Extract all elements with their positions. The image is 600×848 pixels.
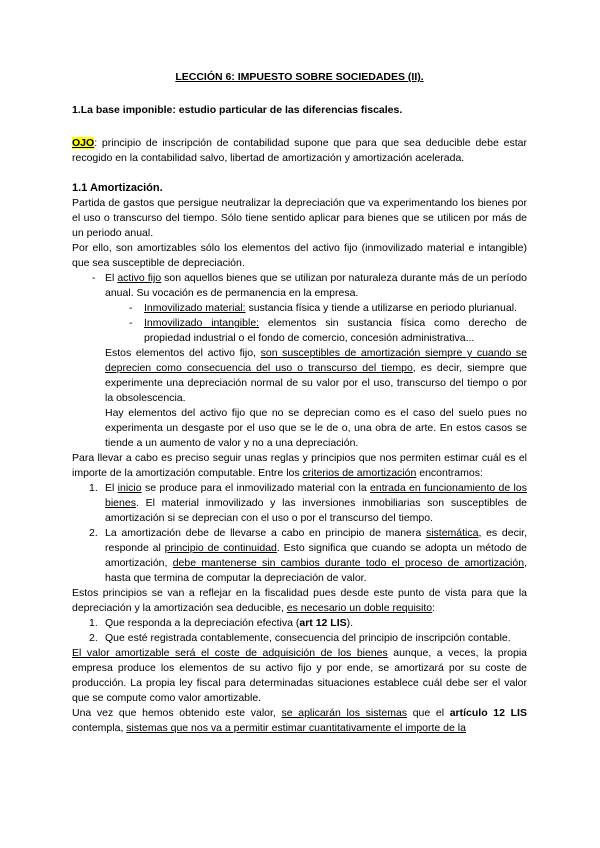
paragraph-estos-elementos: Estos elementos del activo fijo, son susceptibles de amortización siempre y cuando se deprecien como consecuencia del uso o transcurso del tiempo, es decir, siempre que experimente una depreciación normal de su valor por el uso, transcurso del tiempo o por la obsolescencia. xyxy=(105,347,528,404)
list-item-inmovilizado-material: - Inmovilizado material: sustancia física y tiende a utilizarse en periodo plurianual. xyxy=(129,302,517,314)
paragraph-valor-amortizable: El valor amortizable será el coste de adquisición de los bienes aunque, a veces, la propia empresa produce los elementos de su activo fijo y por ende, se amortizará por su coste de producción. La propia ley fiscal para determinadas situaciones establece cuál debe ser el valor que se compute como valor amortizable. xyxy=(72,647,527,704)
section-1-heading: 1.La base imponible: estudio particular de las diferencias fiscales. xyxy=(72,104,403,116)
paragraph-hay-elementos: Hay elementos del activo fijo que no se deprecian como es el caso del suelo pues no experimenta un desgaste por el uso que se le de o, una obra de arte. En estos casos se tiende a un aumento de valor y no a una depreciación. xyxy=(105,407,527,449)
criterio-item-1: 1. El inicio se produce para el inmovilizado material con la entrada en funcionamiento de los bienes. El material inmovilizado y las inversiones inmobiliarias son susceptibles de amortización si se deprecian con el uso o por el transcurso del tiempo. xyxy=(89,482,527,524)
list-item-activo-fijo: - El activo fijo son aquellos bienes que se utilizan por naturaleza durante más de un período anual. Su vocación es de permanencia en la empresa. xyxy=(92,272,527,299)
term-activo-fijo: activo fijo xyxy=(117,272,162,284)
requisito-item-1: 1. Que responda a la depreciación efectiva (art 12 LIS). xyxy=(89,617,354,629)
paragraph-sistemas: Una vez que hemos obtenido este valor, se aplicarán los sistemas que el artículo 12 LIS contempla, sistemas que nos va a permitir estimar cuantitativamente el importe de la xyxy=(72,707,527,734)
paragraph-criterios: Para llevar a cabo es preciso seguir unas reglas y principios que nos permiten estimar cuál es el importe de la amortización computable. Entre los criterios de amortización encontramos: xyxy=(72,452,527,479)
section-1-1-heading: 1.1 Amortización. xyxy=(72,182,163,194)
criterio-item-2: 2. La amortización debe de llevarse a cabo en principio de manera sistemática, es decir, responde al principio de continuidad. Esto significa que cuando se adopta un método de amortización, debe mantenerse sin cambios durante todo el proceso de amortización, hasta que termina de computar la depreciación de valor. xyxy=(89,527,528,584)
document-title: LECCIÓN 6: IMPUESTO SOBRE SOCIEDADES (II). xyxy=(175,71,424,83)
list-item-inmovilizado-intangible: - Inmovilizado intangible: elementos sin sustancia física como derecho de propiedad industrial o el fondo de comercio, concesión administrativa... xyxy=(129,317,527,344)
requisito-item-2: 2. Que esté registrada contablemente, consecuencia del principio de inscripción contable. xyxy=(89,632,511,644)
document-page xyxy=(72,70,527,736)
paragraph-definition: Partida de gastos que persigue neutralizar la depreciación que va experimentando los bienes por el uso o transcurso del tiempo. Sólo tiene sentido aplicar para bienes que se utilicen por más de un periodo anual. xyxy=(72,197,527,239)
ojo-text: : principio de inscripción de contabilidad supone que para que sea deducible debe estar recogido en la contabilidad salvo, libertad de amortización y amortización acelerada. xyxy=(72,137,527,164)
paragraph-doble-requisito: Estos principios se van a reflejar en la fiscalidad pues desde este punto de vista para que la depreciación y la amortización sea deducible, es necesario un doble requisito: xyxy=(72,587,527,614)
paragraph-amortizables: Por ello, son amortizables sólo los elementos del activo fijo (inmovilizado material e intangible) que sea susceptible de depreciación. xyxy=(72,242,527,269)
ojo-note xyxy=(72,136,527,166)
ojo-label: OJO xyxy=(72,137,95,149)
